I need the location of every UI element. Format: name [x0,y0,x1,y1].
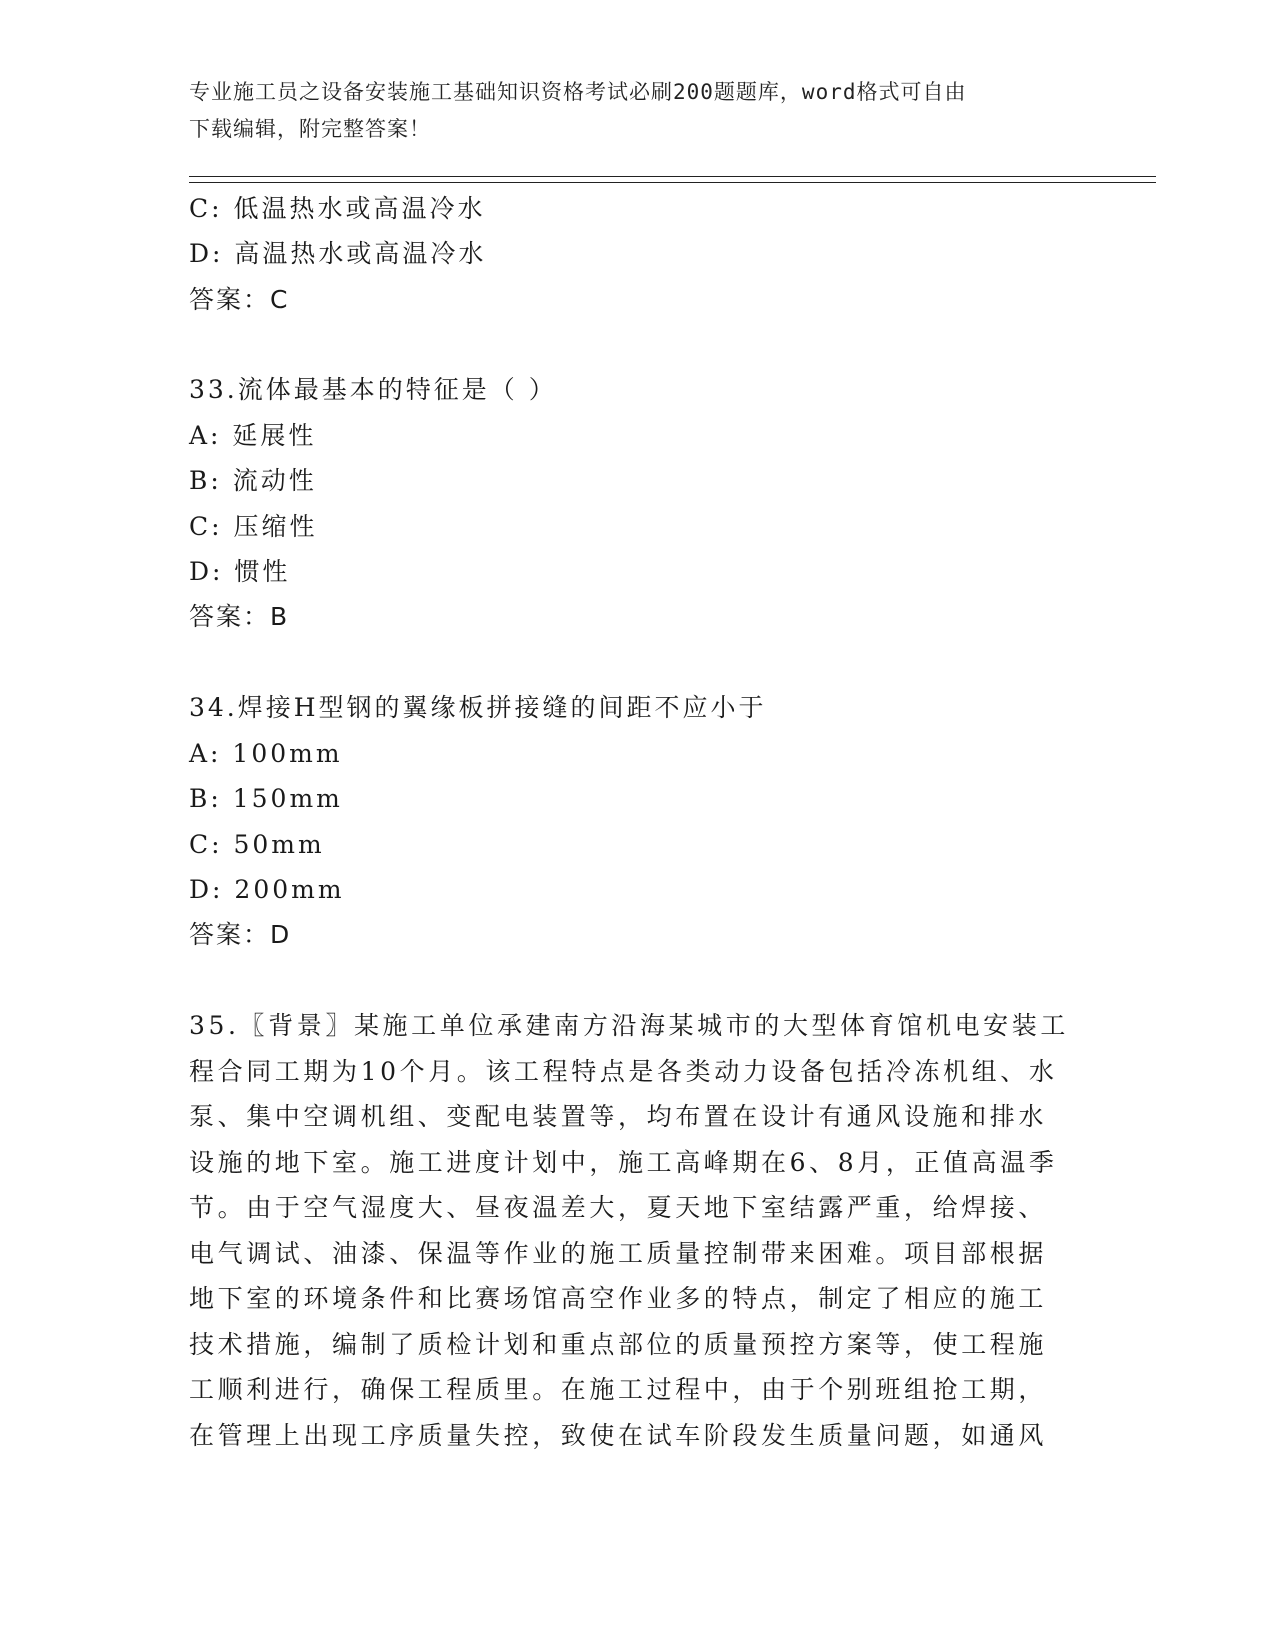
q34-answer: 答案：D [189,920,292,949]
q34-option-b: B: 150mm [189,784,343,813]
q32-answer: 答案：C [189,285,290,314]
q35-line: 35.〖背景〗某施工单位承建南方沿海某城市的大型体育馆机电安装工 [189,1011,1069,1040]
q33-option-b: B: 流动性 [189,466,317,495]
q35-line: 在管理上出现工序质量失控，致使在试车阶段发生质量问题，如通风 [189,1420,1048,1450]
q35-line: 设施的地下室。施工进度计划中，施工高峰期在6、8月，正值高温季 [189,1147,1058,1177]
q34-option-d: D: 200mm [189,875,345,904]
q35-line: 技术措施，编制了质检计划和重点部位的质量预控方案等，使工程施 [189,1329,1048,1359]
q35-line: 工顺利进行，确保工程质里。在施工过程中，由于个别班组抢工期， [189,1375,1048,1404]
q33-option-d: D: 惯性 [189,557,291,586]
q34-stem: 34.焊接H型钢的翼缘板拼接缝的间距不应小于 [189,693,767,722]
q33-option-c: C: 压缩性 [189,512,318,541]
q34-option-c: C: 50mm [189,830,325,859]
q35-line: 地下室的环境条件和比赛场馆高空作业多的特点，制定了相应的施工 [189,1284,1048,1313]
q35-line: 节。由于空气湿度大、昼夜温差大，夏天地下室结露严重，给焊接、 [189,1193,1048,1222]
header-divider-top [189,176,1156,177]
q32-option-d: D: 高温热水或高温冷水 [189,239,487,268]
q33-stem: 33.流体最基本的特征是（ ） [189,375,557,404]
q32-option-c: C: 低温热水或高温冷水 [189,194,486,223]
q35-line: 电气调试、油漆、保温等作业的施工质量控制带来困难。项目部根据 [189,1238,1048,1268]
q33-answer: 答案：B [189,602,290,631]
q35-paragraph [189,1003,1089,1458]
q35-line: 泵、集中空调机组、变配电装置等，均布置在设计有通风设施和排水 [189,1102,1048,1131]
header-title-line-2: 下载编辑，附完整答案！ [189,117,431,141]
header-title-line-1: 专业施工员之设备安装施工基础知识资格考试必刷200题题库，word格式可自由 [189,80,967,104]
header-divider-bottom [189,182,1156,183]
q35-line: 程合同工期为10个月。该工程特点是各类动力设备包括冷冻机组、水 [189,1056,1058,1086]
document-header [189,74,1069,148]
q33-option-a: A: 延展性 [189,421,317,450]
q34-option-a: A: 100mm [189,739,343,768]
